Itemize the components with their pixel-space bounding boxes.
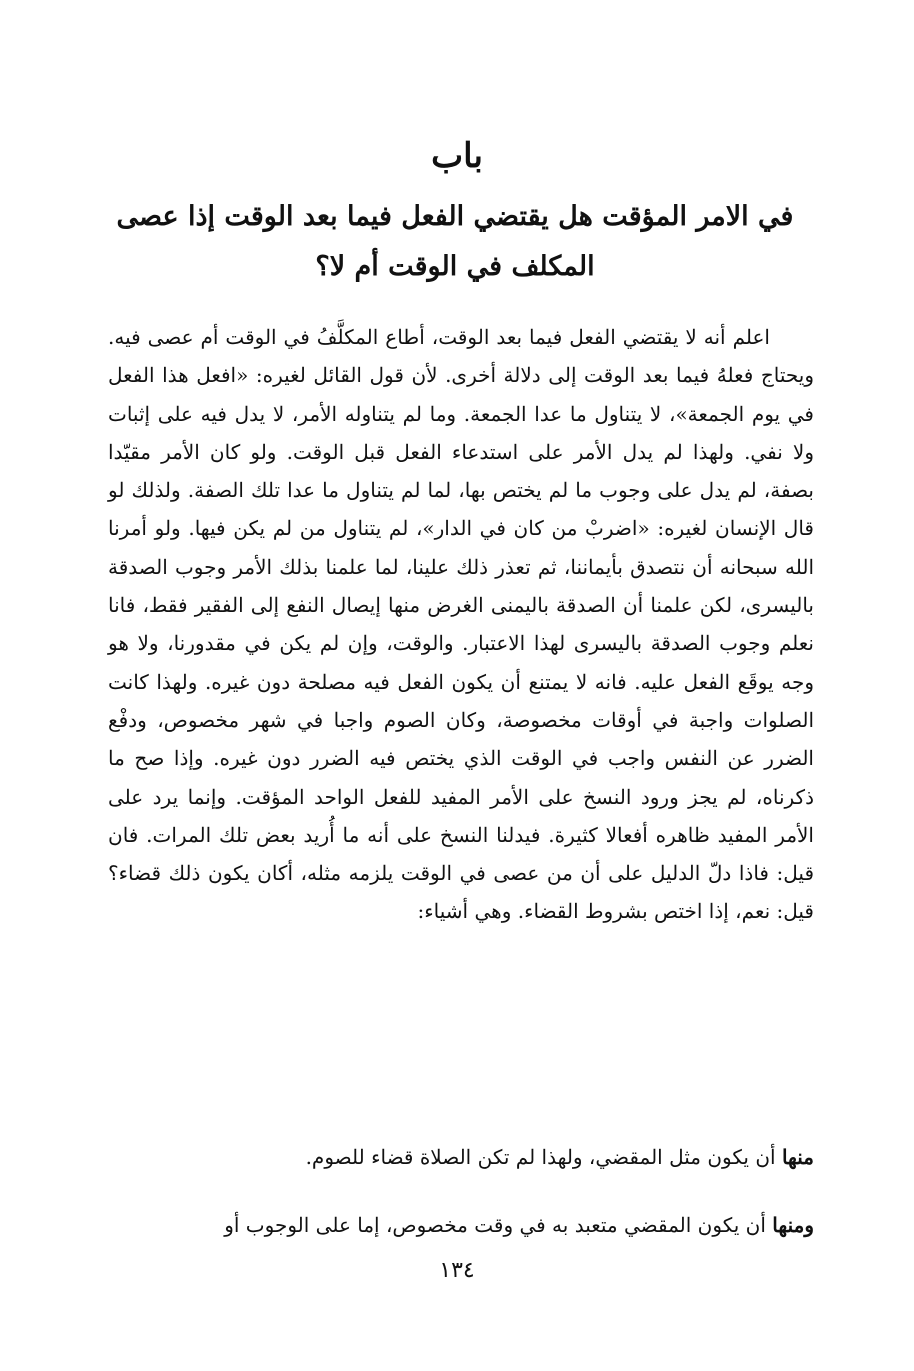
chapter-title: في الامر المؤقت هل يقتضي الفعل فيما بعد الوقت إذا عصى المكلف في الوقت أم لا؟ <box>116 201 794 282</box>
list-item <box>108 1206 814 1244</box>
list-item-lead: منها <box>781 1145 814 1169</box>
list-item-text: أن يكون مثل المقضي، ولهذا لم تكن الصلاة قضاء للصوم. <box>305 1145 782 1169</box>
list-item-lead: ومنها <box>772 1213 814 1237</box>
chapter-heading: باب <box>431 136 483 176</box>
list-item-text: أن يكون المقضي متعبد به في وقت مخصوص، إما على الوجوب أو <box>224 1213 773 1237</box>
body-paragraph: اعلم أنه لا يقتضي الفعل فيما بعد الوقت، أطاع المكلَّفُ في الوقت أم عصى فيه. ويحتاج فعلهُ فيما بعد الوقت إلى دلالة أخرى. لأن قول القائل لغيره: «افعل هذا الفعل في يوم الجمعة»، لا يتناول ما عدا الجمعة. وما لم يتناوله الأمر، لا يدل فيه على إثبات ولا نفي. ولهذا لم يدل الأمر على استدعاء الفعل قبل الوقت. ولو كان الأمر مقيّدا بصفة، لم يدل على وجوب ما لم يختص بها، لما لم يتناول ما عدا تلك الصفة. ولذلك لو قال الإنسان لغيره: «اضربْ من كان في الدار»، لم يتناول من لم يكن فيها. ولو أمرنا الله سبحانه أن نتصدق بأيماننا، ثم تعذر ذلك علينا، لما علمنا بذلك الأمر وجوب الصدقة باليسرى، لكن علمنا أن الصدقة باليمنى الغرض منها إيصال النفع إلى الفقير فقط، فانا نعلم وجوب الصدقة باليسرى لهذا الاعتبار. والوقت، وإن لم يكن في مقدورنا، ولا هو وجه يوقَع الفعل عليه. فانه لا يمتنع أن يكون الفعل فيه مصلحة دون غيره. ولهذا كانت الصلوات واجبة في أوقات مخصوصة، وكان الصوم واجبا في شهر مخصوص، ودفْع الضرر عن النفس واجب في الوقت الذي يختص فيه الضرر دون غيره. وإذا صح ما ذكرناه، لم يجز ورود النسخ على الأمر المفيد للفعل الواحد المؤقت. وإنما يرد على الأمر المفيد ظاهره أفعالا كثيرة. فيدلنا النسخ على أنه ما أُريد بعض تلك المرات. فان قيل: فاذا دلّ الدليل على أن من عصى في الوقت يلزمه مثله، أكان يكون ذلك قضاء؟ قيل: نعم، إذا اختص بشروط القضاء. وهي أشياء: <box>108 325 814 924</box>
list-item <box>154 1138 814 1176</box>
page-number: ١٣٤ <box>439 1258 475 1283</box>
